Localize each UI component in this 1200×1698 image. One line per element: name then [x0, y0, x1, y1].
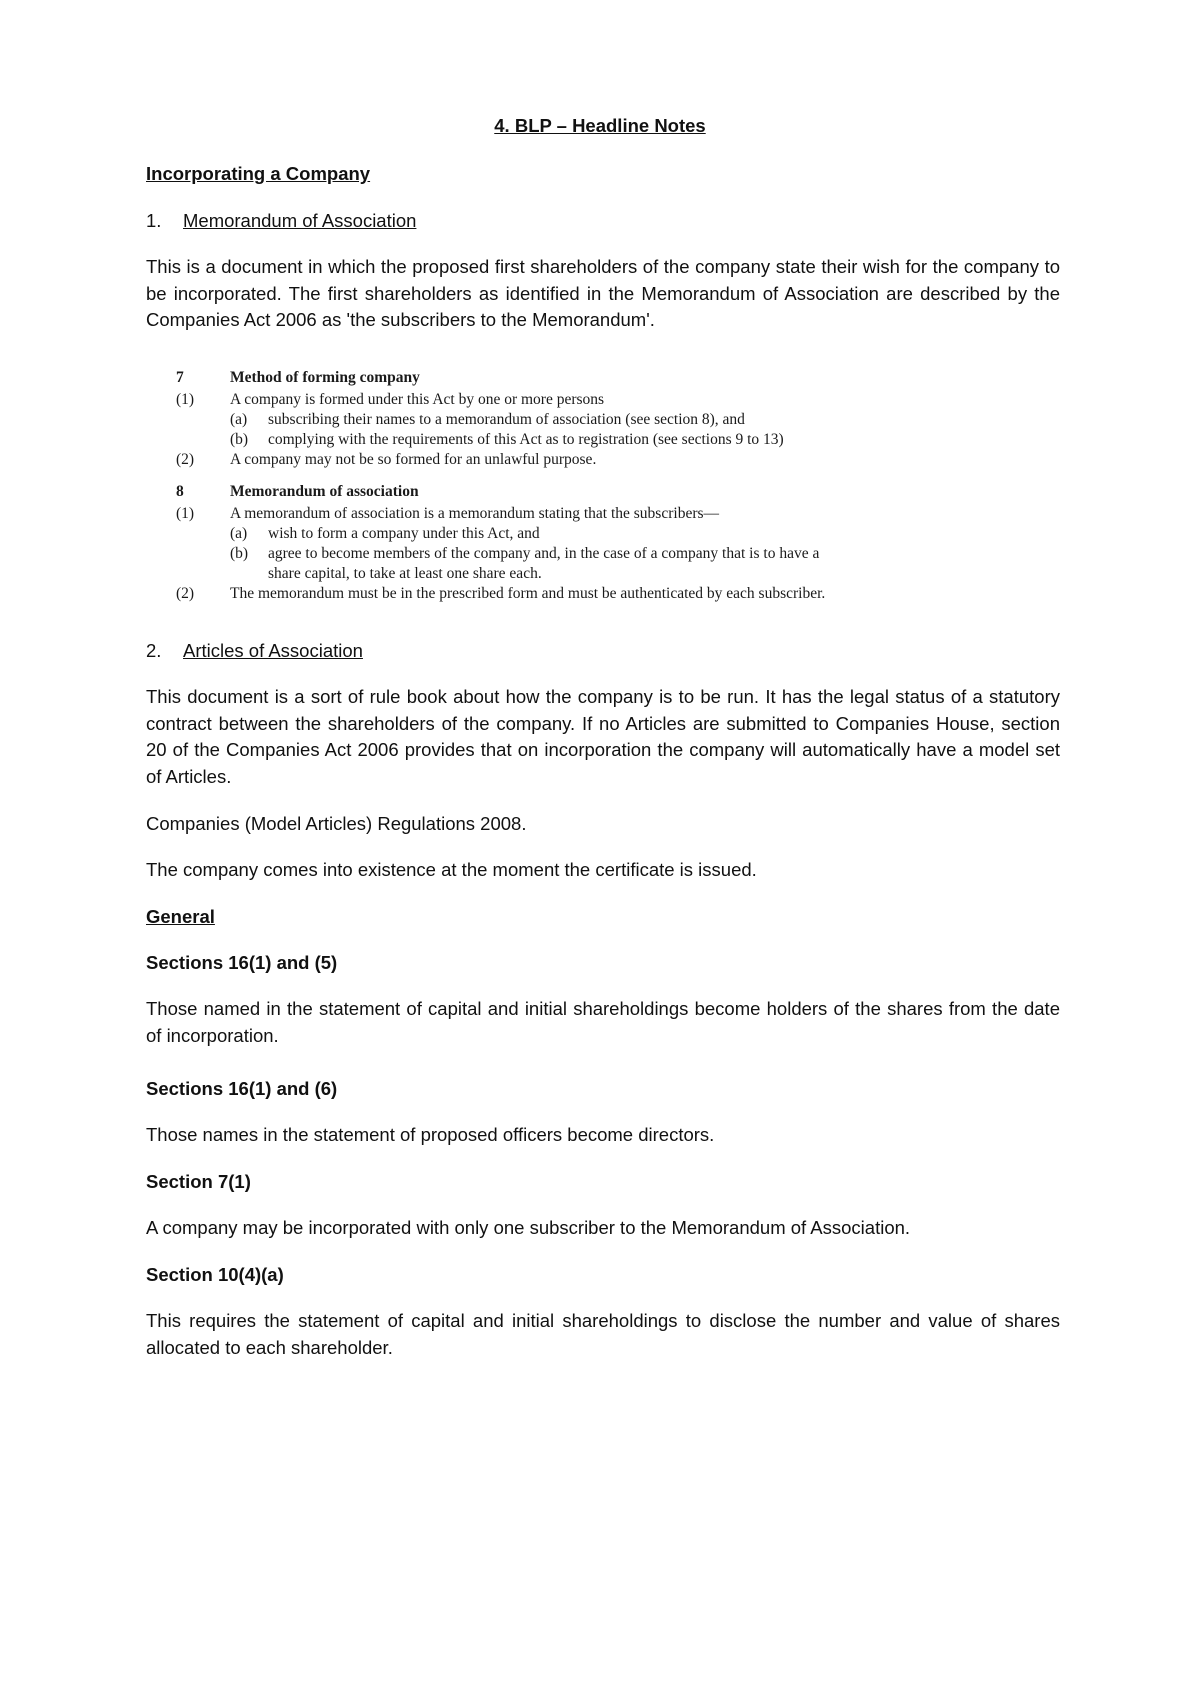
list-number-2: 2.	[146, 640, 162, 661]
paragraph-model-articles: Companies (Model Articles) Regulations 2008.	[146, 813, 527, 834]
excerpt-s7-1-number: (1)	[176, 391, 195, 408]
heading-general: General	[146, 906, 215, 927]
excerpt-s8-1a-text: wish to form a company under this Act, and	[268, 525, 540, 542]
excerpt-s7-2-text: A company may not be so formed for an unlawful purpose.	[230, 451, 597, 468]
excerpt-s7-1b-text: complying with the requirements of this Act as to registration (see sections 9 to 13)	[268, 431, 784, 448]
heading-sections-16-1-6: Sections 16(1) and (6)	[146, 1078, 338, 1099]
excerpt-s8-1-text: A memorandum of association is a memorandum stating that the subscribers—	[230, 505, 720, 522]
page-title: 4. BLP – Headline Notes	[494, 115, 706, 136]
excerpt-s8-title: Memorandum of association	[230, 483, 419, 500]
subheading-memorandum: Memorandum of Association	[183, 210, 417, 231]
excerpt-s8-1b-number: (b)	[230, 545, 249, 562]
list-number-1: 1.	[146, 210, 162, 231]
excerpt-s8-1a-number: (a)	[230, 525, 248, 542]
excerpt-s8-1b-text-line2: share capital, to take at least one share each.	[268, 565, 542, 582]
excerpt-s8-2-number: (2)	[176, 585, 195, 602]
heading-section-7-1: Section 7(1)	[146, 1171, 251, 1192]
heading-section-10-4-a: Section 10(4)(a)	[146, 1264, 284, 1285]
excerpt-s7-1a-text: subscribing their names to a memorandum of association (see section 8), and	[268, 411, 745, 428]
paragraph-section-7-1: A company may be incorporated with only one subscriber to the Memorandum of Association.	[146, 1217, 911, 1238]
subheading-articles: Articles of Association	[183, 640, 363, 661]
paragraph-section-10-4-a: This requires the statement of capital and initial shareholdings to disclose the number and value of shares allocated to each shareholder.	[146, 1310, 1060, 1358]
paragraph-sections-16-1-6: Those names in the statement of proposed officers become directors.	[146, 1124, 715, 1145]
paragraph-memorandum: This is a document in which the proposed first shareholders of the company state their wish for the company to be incorporated. The first shareholders as identified in the Memorandum of Association are described by the Companies Act 2006 as 'the subscribers to the Memorandum'.	[146, 256, 1060, 330]
excerpt-s7-1-text: A company is formed under this Act by one or more persons	[230, 391, 605, 408]
paragraph-sections-16-1-5: Those named in the statement of capital and initial shareholdings become holders of the shares from the date of incorporation.	[146, 998, 1060, 1046]
excerpt-s8-1-number: (1)	[176, 505, 195, 522]
excerpt-s8-1b-text-line1: agree to become members of the company and, in the case of a company that is to have a	[268, 545, 820, 562]
heading-sections-16-1-5: Sections 16(1) and (5)	[146, 952, 338, 973]
excerpt-s7-1b-number: (b)	[230, 431, 249, 448]
excerpt-s8-number: 8	[176, 483, 184, 500]
excerpt-s7-number: 7	[176, 369, 184, 386]
excerpt-s7-2-number: (2)	[176, 451, 195, 468]
excerpt-s7-title: Method of forming company	[230, 369, 420, 386]
excerpt-s8-2-text: The memorandum must be in the prescribed form and must be authenticated by each subscriber.	[230, 585, 826, 602]
excerpt-s7-1a-number: (a)	[230, 411, 248, 428]
paragraph-articles: This document is a sort of rule book about how the company is to be run. It has the legal status of a statutory contract between the shareholders of the company. If no Articles are submitted to Companies House, section 20 of the Companies Act 2006 provides that on incorporation the company will automatically have a model set of Articles.	[146, 686, 1060, 787]
heading-incorporating-a-company: Incorporating a Company	[146, 163, 371, 184]
paragraph-existence: The company comes into existence at the moment the certificate is issued.	[146, 859, 757, 880]
